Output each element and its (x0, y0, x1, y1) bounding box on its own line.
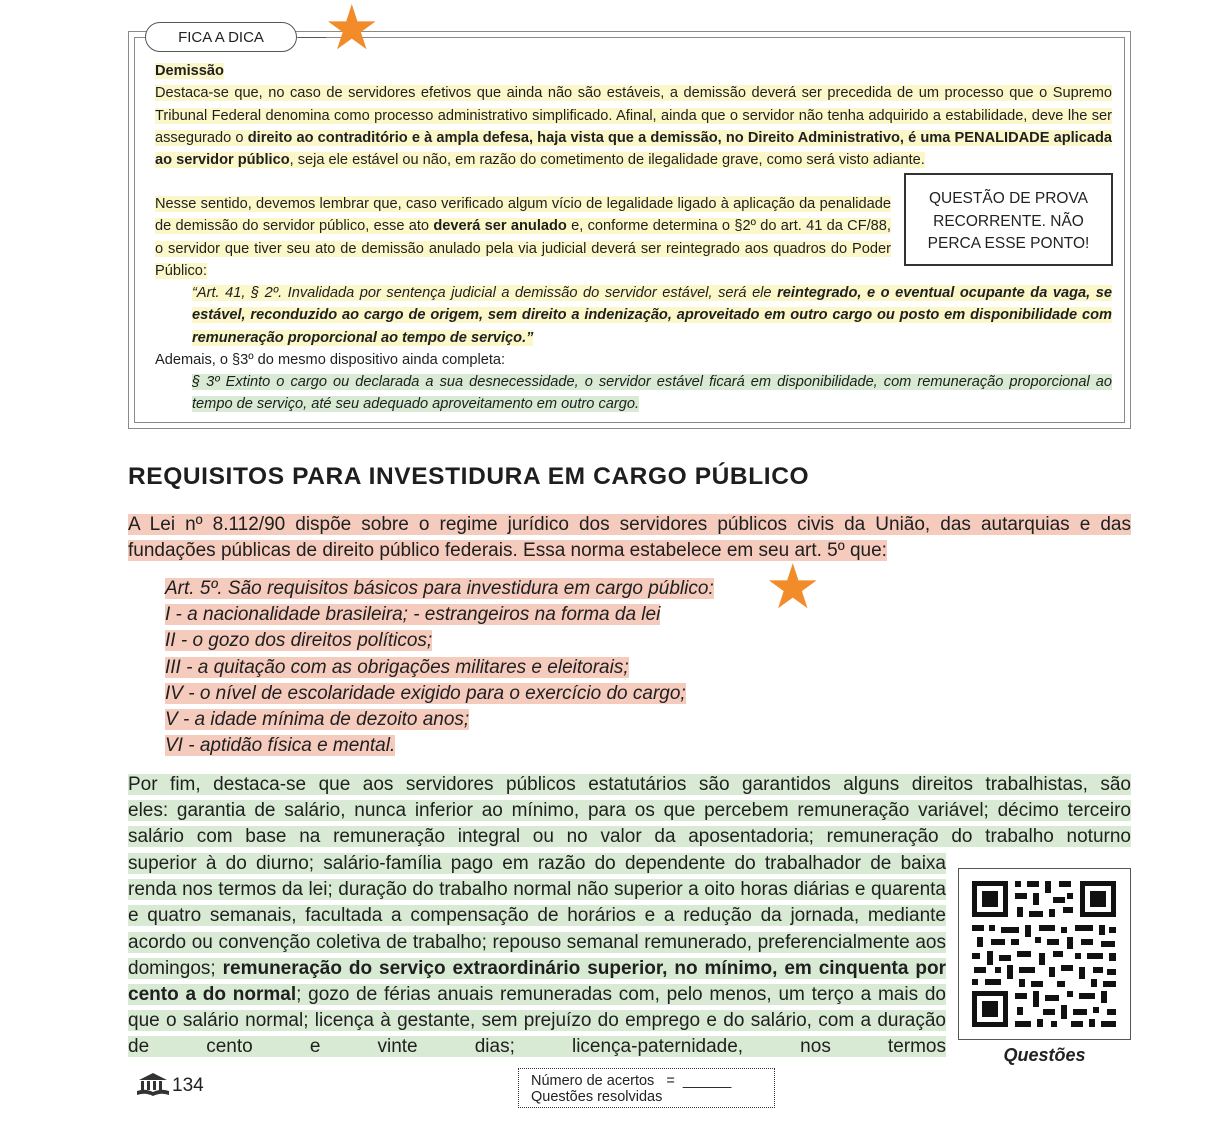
tip-paragraph-1-part-c: , seja ele estável ou não, em razão do cometimento de ilegalidade grave, como será visto adiante. (289, 152, 925, 169)
final-line-1: Por fim, destaca-se que aos servidores públicos estatutários são garantidos alguns direitos trabalhistas, são (128, 774, 1131, 795)
article-item: I - a nacionalidade brasileira; - estrangeiros na forma da lei (165, 604, 661, 626)
final-line-2: eles: garantia de salário, nunca inferior ao mínimo, para os que percebem remuneração variável; décimo terceiro (128, 800, 1131, 822)
callout-line-3: PERCA ESSE PONTO! (927, 235, 1090, 252)
tab-connector-line (298, 37, 326, 38)
score-line-2: Questões resolvidas (531, 1088, 663, 1105)
tip-quote-art41 (192, 282, 1112, 349)
tip-paragraph-2-part-a: Nesse sentido, devemos lembrar que, caso verificado algum vício de legalidade ligado à aplicação da penalidade de demissão do servidor público, esse ato (155, 196, 891, 235)
tip-paragraph-3 (155, 349, 1112, 371)
section-title: REQUISITOS PARA INVESTIDURA EM CARGO PÚBLICO (128, 463, 810, 490)
book-icon (136, 1072, 170, 1101)
final-paragraph-rest (128, 851, 946, 1061)
article-item: IV - o nível de escolaridade exigido para o exercício do cargo; (165, 682, 686, 704)
section-intro-text: A Lei nº 8.112/90 dispõe sobre o regime jurídico dos servidores públicos civis da União, das autarquias e das fundações públicas de direito público federais. Essa norma estabelece em seu art. 5º que: (128, 514, 1131, 562)
article-item: V - a idade mínima de dezoito anos; (165, 709, 470, 731)
quote-2-text: § 3º Extinto o cargo ou declarada a sua desnecessidade, o servidor estável ficará em disponibilidade, com remuneração proporcional ao tempo de serviço, até seu adequado aproveitamento em outro cargo. (192, 374, 1112, 413)
article-list (165, 576, 714, 759)
tip-tab-label: FICA A DICA (145, 22, 297, 52)
star-icon: ★ (324, 0, 380, 64)
article-item: VI - aptidão física e mental. (165, 735, 396, 757)
article-item: Art. 5º. São requisitos básicos para investidura em cargo público: (165, 578, 714, 599)
tip-heading: Demissão (155, 63, 224, 79)
tip-paragraph-1-bold: direito ao contraditório e à ampla defesa, haja vista que a demissão, no Direito Administrativo, é uma PENALIDADE aplicada ao servidor público (155, 129, 1112, 169)
final-paragraph-top (128, 772, 1131, 851)
tip-paragraph-2-bold: deverá ser anulado (433, 218, 567, 235)
final-line-3: salário com base na remuneração integral ou no valor da aposentadoria; remuneração do trabalho noturno (128, 826, 1131, 848)
article-item: III - a quitação com as obrigações militares e eleitorais; (165, 656, 629, 678)
qr-code[interactable] (958, 868, 1131, 1040)
tip-content-middle (155, 193, 891, 282)
article-item: II - o gozo dos direitos políticos; (165, 630, 433, 652)
score-line-1: Número de acertos = ______ (531, 1073, 732, 1089)
section-intro (128, 512, 1131, 564)
final-rest-part-c: ; gozo de férias anuais remuneradas com, pelo menos, um terço a mais do que o salário normal; licença à gestante, sem prejuízo do emprego e do salário, com a duração de cento e vinte dias; licença-paternidade, nos termos (128, 984, 946, 1058)
tip-paragraph-1-part-a: Destaca-se que, no caso de servidores efetivos que ainda não são estáveis, a demissão deverá ser precedida de um processo que o Supremo Tribunal Federal denomina como processo administrativo simplificado. Afinal, ainda que o servidor não tenha adquirido a estabilidade, deve lhe ser assegurado o (155, 85, 1112, 146)
final-rest-bold: remuneração do serviço extraordinário superior, no mínimo, em cinquenta por cento a do normal (128, 957, 946, 1006)
score-box (518, 1068, 775, 1108)
final-rest-part-a: superior à do diurno; salário-família pago em razão do dependente do trabalhador de baixa renda nos termos da lei; duração do trabalho normal não superior a oito horas diárias e quarenta e quatro semanais, facultada a compensação de horários e a redução da jornada, mediante acordo ou convenção coletiva de trabalho; repouso semanal remunerado, preferencialmente aos domingos; (128, 853, 946, 979)
tip-paragraph-3-text: Ademais, o §3º do mesmo dispositivo ainda completa: (155, 352, 506, 368)
callout-line-2: RECORRENTE. NÃO (933, 212, 1084, 230)
quote-1-part-a: “Art. 41, § 2º. Invalidada por sentença judicial a demissão do servidor estável, será ele (192, 285, 778, 301)
callout-line-1: QUESTÃO DE PROVA (928, 190, 1089, 207)
qr-label: Questões (1003, 1045, 1086, 1065)
tip-quote-par3 (192, 371, 1112, 416)
star-icon: ★ (765, 550, 821, 623)
exam-callout-box (904, 173, 1113, 266)
tip-content-top (155, 60, 1112, 171)
quote-1-bold: reintegrado, e o eventual ocupante da vaga, se estável, reconduzido ao cargo de origem, sem direito a indenização, aproveitado em outro cargo ou posto em disponibilidade com remuneração proporcional ao tempo de serviço.” (192, 285, 1112, 346)
qr-code-graphic (959, 869, 1130, 1039)
tip-paragraph-2-part-c: e, conforme determina o §2º do art. 41 da CF/88, o servidor que tiver seu ato de demissão anulado pela via judicial deverá ser reintegrado aos quadros do Poder Público: (155, 218, 891, 279)
page-number: 134 (172, 1075, 204, 1096)
